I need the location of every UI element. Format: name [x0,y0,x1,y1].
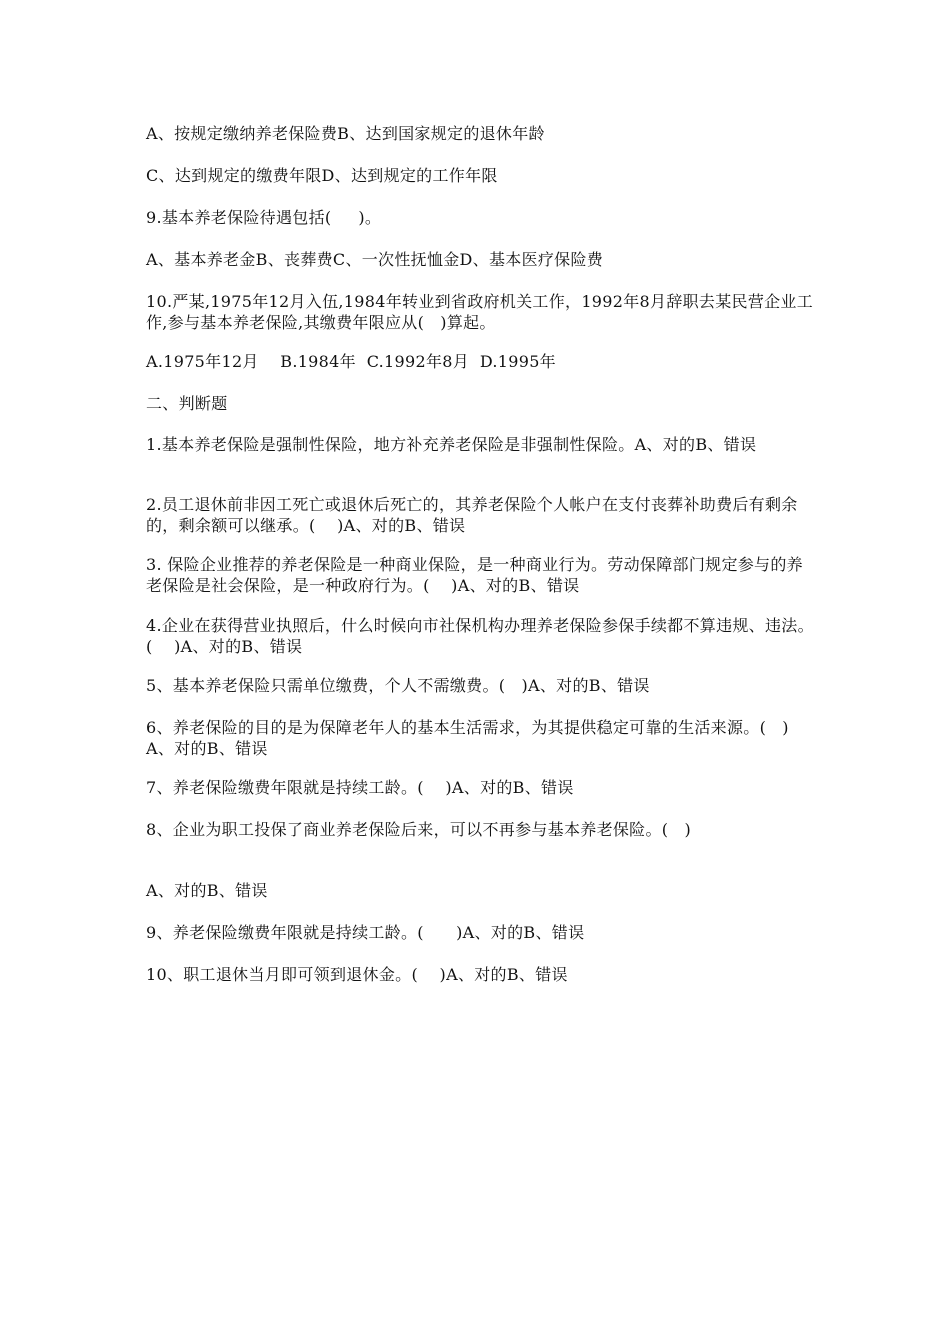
section-heading-judgement: 二、判断题 [146,394,228,413]
judgement-1: 1.基本养老保险是强制性保险，地方补充养老保险是非强制性保险。A、对的B、错误 [146,435,757,454]
judgement-8: 8、企业为职工投保了商业养老保险后来，可以不再参与基本养老保险。( ) [146,820,692,839]
option-line-9: A、基本养老金B、丧葬费C、一次性抚恤金D、基本医疗保险费 [146,250,604,269]
judgement-6: 6、养老保险的目的是为保障老年人的基本生活需求，为其提供稳定可靠的生活来源。( )A、对的B、错误 [146,718,789,758]
option-line-8cd: C、达到规定的缴费年限D、达到规定的工作年限 [146,166,498,185]
judgement-4: 4.企业在获得营业执照后，什么时候向市社保机构办理养老保险参保手续都不算违规、违法。( )A、对的B、错误 [146,616,814,656]
judgement-5: 5、基本养老保险只需单位缴费，个人不需缴费。( )A、对的B、错误 [146,676,650,695]
judgement-2: 2.员工退休前非因工死亡或退休后死亡的，其养老保险个人帐户在支付丧葬补助费后有剩余的，剩余额可以继承。( )A、对的B、错误 [146,495,798,535]
judgement-10: 10、职工退休当月即可领到退休金。( )A、对的B、错误 [146,965,568,984]
judgement-7: 7、养老保险缴费年限就是持续工龄。( )A、对的B、错误 [146,778,574,797]
option-line-10: A.1975年12月 B.1984年 C.1992年8月 D.1995年 [146,352,556,371]
question-10: 10.严某,1975年12月入伍,1984年转业到省政府机关工作，1992年8月辞职去某民营企业工作,参与基本养老保险,其缴费年限应从( )算起。 [146,292,814,332]
option-line-8ab: A、按规定缴纳养老保险费B、达到国家规定的退休年龄 [146,124,545,143]
judgement-9: 9、养老保险缴费年限就是持续工龄。( )A、对的B、错误 [146,923,585,942]
judgement-8-options: A、对的B、错误 [146,881,268,900]
question-9: 9.基本养老保险待遇包括( )。 [146,208,382,227]
judgement-3: 3. 保险企业推荐的养老保险是一种商业保险，是一种商业行为。劳动保障部门规定参与的养老保险是社会保险，是一种政府行为。( )A、对的B、错误 [146,555,803,595]
